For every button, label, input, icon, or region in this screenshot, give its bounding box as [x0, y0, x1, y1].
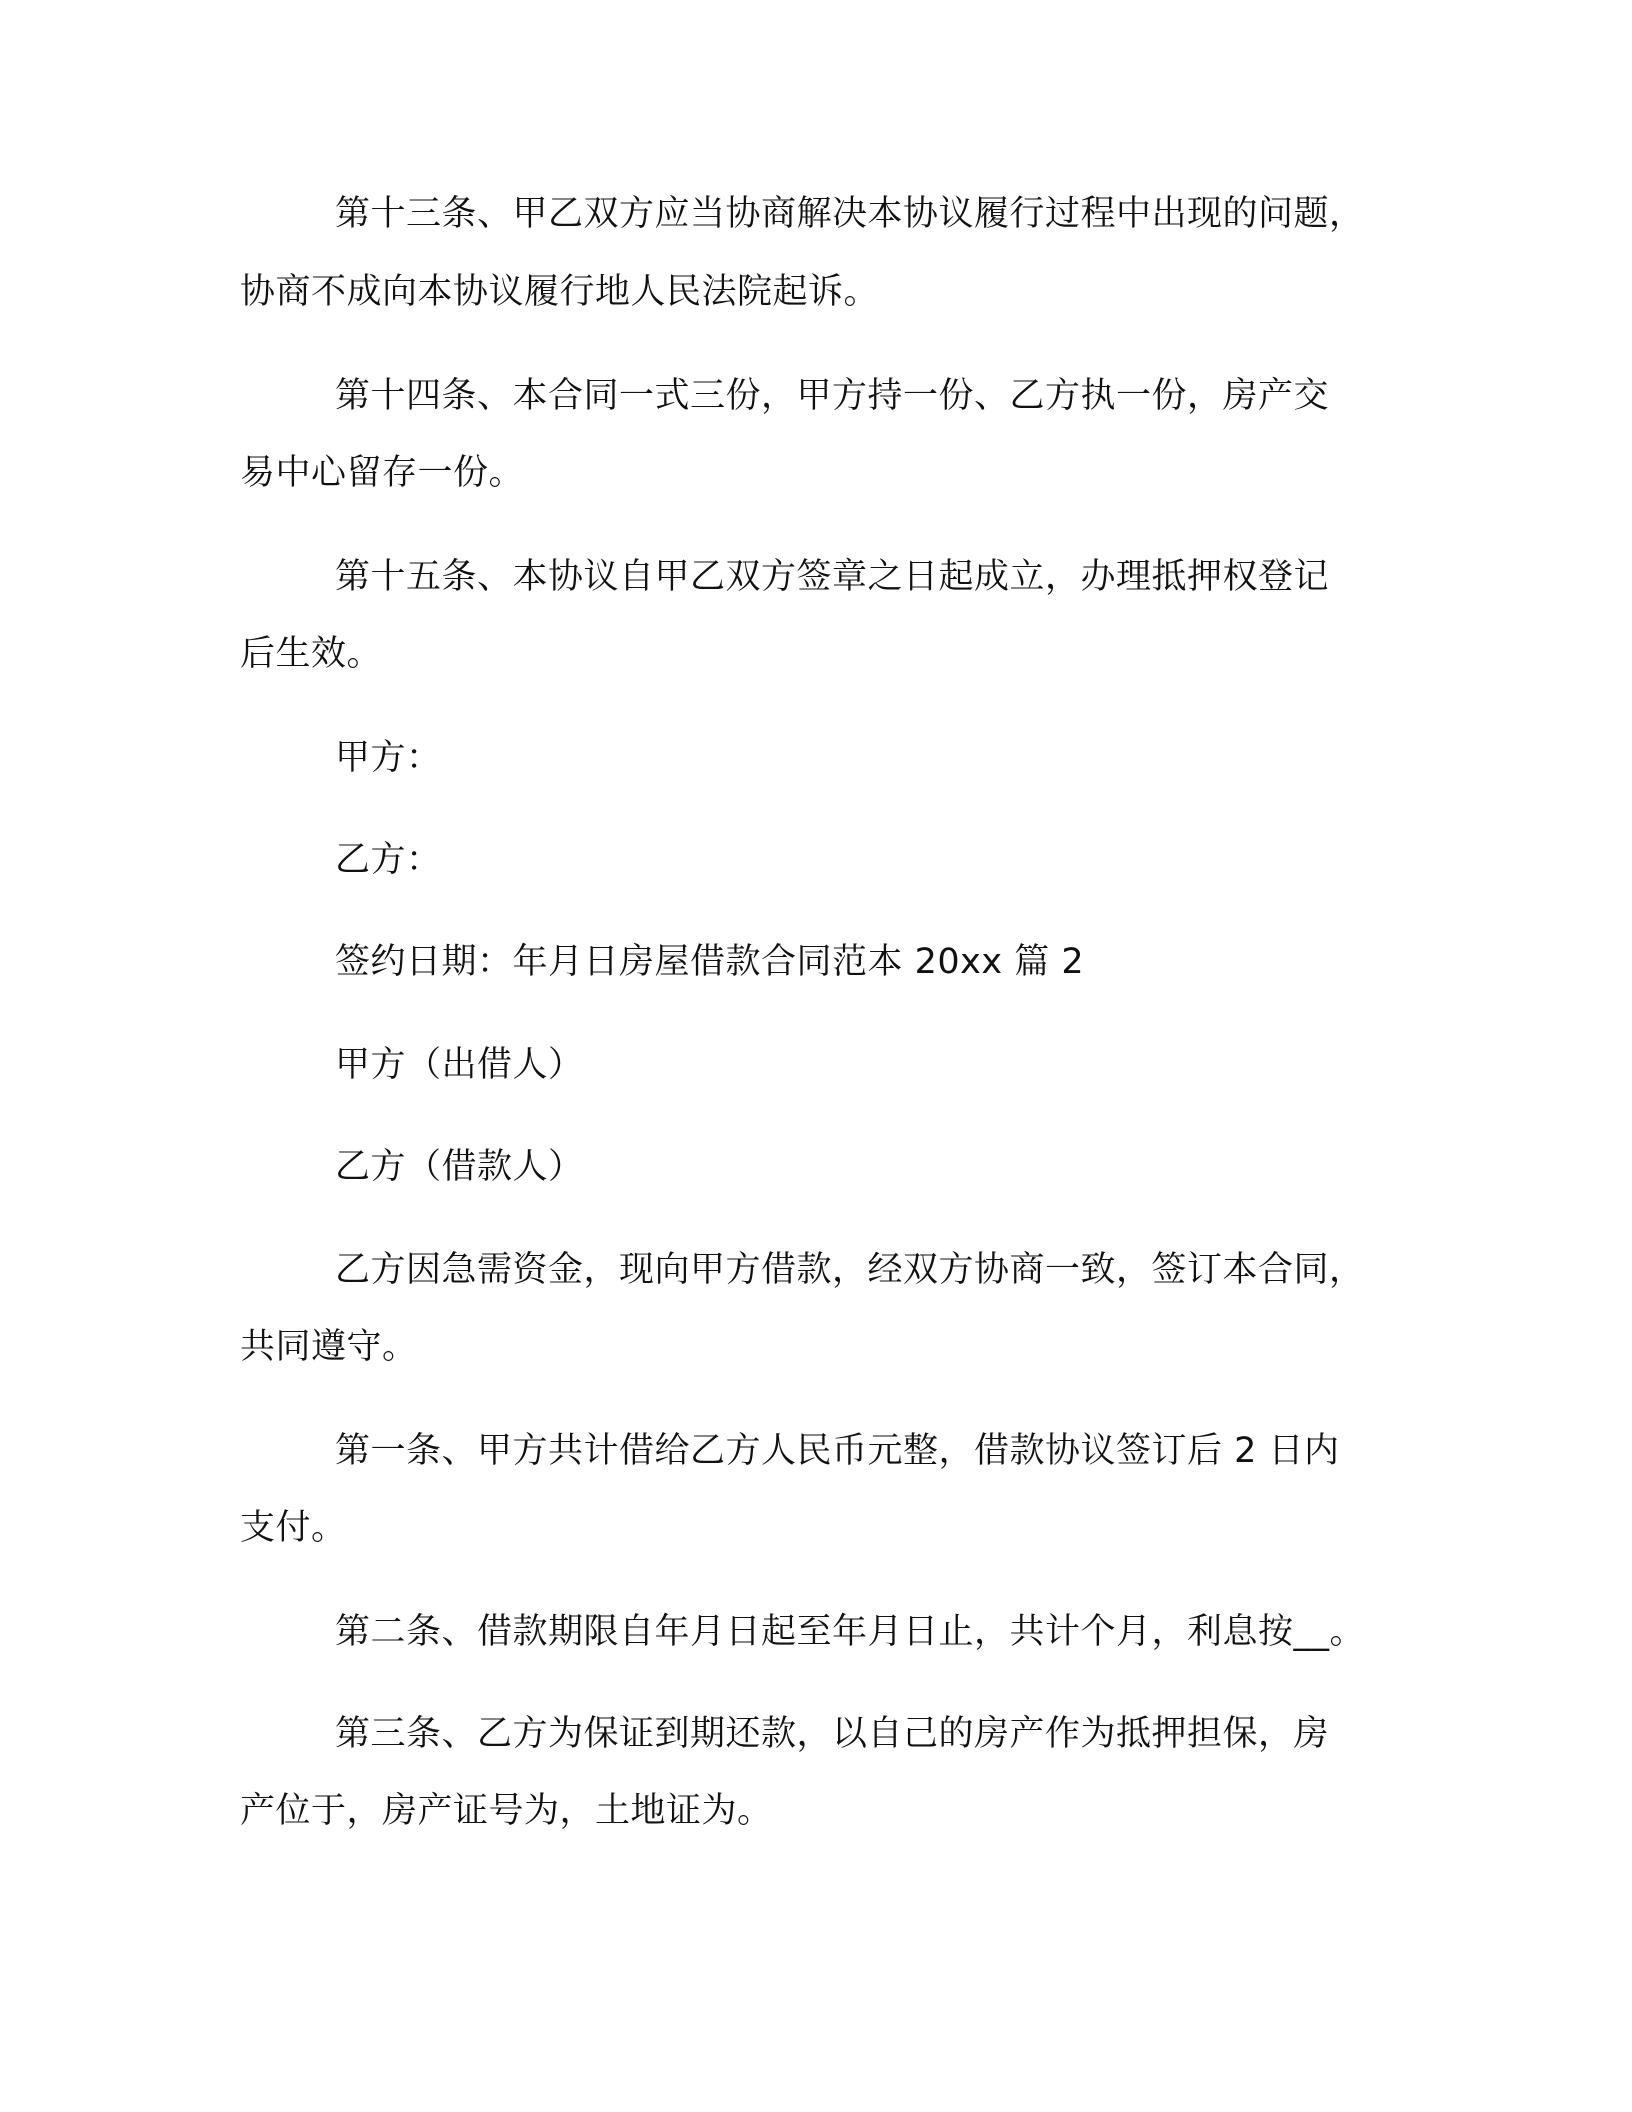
article-1-line-1: 第一条、甲方共计借给乙方人民币元整，借款协议签订后 2 日内: [335, 1431, 1340, 1471]
article-13-line-2: 协商不成向本协议履行地人民法院起诉。: [240, 272, 880, 312]
article-2-line-1: 第二条、借款期限自年月日起至年月日止，共计个月，利息按__。: [335, 1612, 1366, 1652]
article-1-line-2: 支付。: [240, 1508, 347, 1548]
party-a-signature-label: 甲方：: [335, 738, 442, 778]
article-3-line-2: 产位于，房产证号为，土地证为。: [240, 1791, 773, 1831]
intro-line-2: 共同遵守。: [240, 1327, 418, 1367]
article-3-line-1: 第三条、乙方为保证到期还款，以自己的房产作为抵押担保，房: [335, 1714, 1330, 1754]
borrower-label: 乙方（借款人）: [335, 1147, 584, 1187]
article-13-line-1: 第十三条、甲乙双方应当协商解决本协议履行过程中出现的问题，: [335, 194, 1365, 234]
signing-date-line: 签约日期：年月日房屋借款合同范本 20xx 篇 2: [335, 942, 1085, 982]
article-15-line-1: 第十五条、本协议自甲乙双方签章之日起成立，办理抵押权登记: [335, 557, 1330, 597]
article-14-line-2: 易中心留存一份。: [240, 453, 525, 493]
article-14-line-1: 第十四条、本合同一式三份，甲方持一份、乙方执一份，房产交: [335, 376, 1330, 416]
intro-line-1: 乙方因急需资金，现向甲方借款，经双方协商一致，签订本合同，: [335, 1250, 1365, 1290]
party-b-signature-label: 乙方：: [335, 840, 442, 880]
lender-label: 甲方（出借人）: [335, 1045, 584, 1085]
article-15-line-2: 后生效。: [240, 634, 383, 674]
